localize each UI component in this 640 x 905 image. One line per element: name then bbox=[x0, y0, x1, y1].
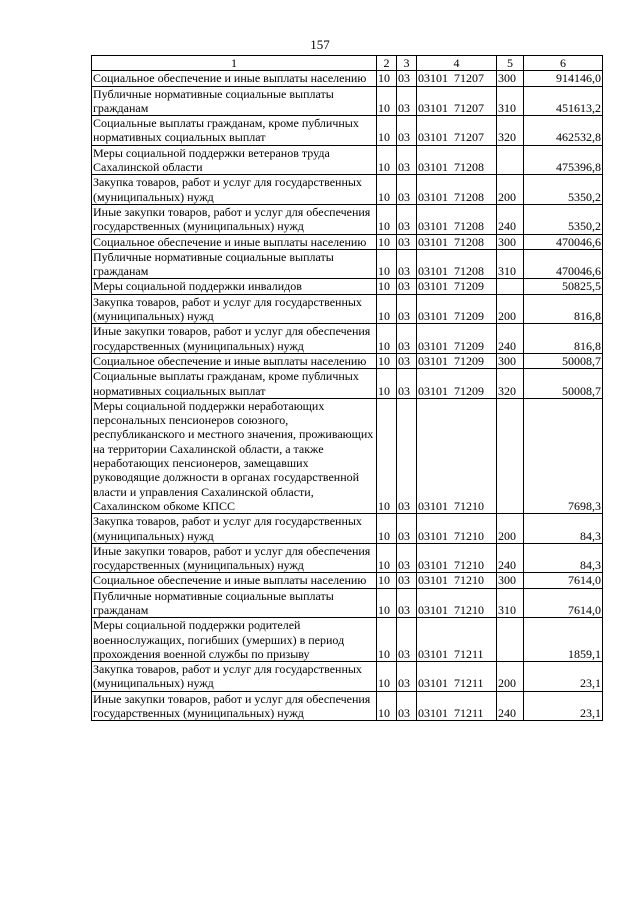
row-section: 10 bbox=[377, 279, 397, 294]
row-amount: 470046,6 bbox=[524, 234, 603, 249]
row-expense-type: 240 bbox=[497, 543, 524, 573]
row-subsection: 03 bbox=[397, 86, 417, 116]
row-section: 10 bbox=[377, 662, 397, 692]
table-row bbox=[92, 249, 603, 279]
row-name: Иные закупки товаров, работ и услуг для обеспечения государственных (муниципальных) нужд bbox=[92, 204, 377, 234]
row-amount: 7698,3 bbox=[524, 398, 603, 513]
table-row bbox=[92, 691, 603, 721]
header-cell-expense-type: 5 bbox=[497, 56, 524, 71]
row-amount: 23,1 bbox=[524, 691, 603, 721]
row-section: 10 bbox=[377, 618, 397, 662]
row-name: Меры социальной поддержки неработающих персональных пенсионеров союзного, республиканского и местного значения, проживающих на территории Сахалинской области, а также неработающих пенсионеров, замещавших руководящие должности в органах государственной власти и управления Сахалинской области, Сахалинском обкоме КПСС bbox=[92, 398, 377, 513]
header-cell-section: 2 bbox=[377, 56, 397, 71]
row-section: 10 bbox=[377, 324, 397, 354]
row-subsection: 03 bbox=[397, 249, 417, 279]
table-row bbox=[92, 324, 603, 354]
row-subsection: 03 bbox=[397, 369, 417, 399]
row-amount: 816,8 bbox=[524, 324, 603, 354]
row-name: Социальные выплаты гражданам, кроме публичных нормативных социальных выплат bbox=[92, 369, 377, 399]
row-expense-type: 310 bbox=[497, 249, 524, 279]
row-name: Социальное обеспечение и иные выплаты населению bbox=[92, 71, 377, 86]
row-amount: 84,3 bbox=[524, 543, 603, 573]
row-section: 10 bbox=[377, 234, 397, 249]
row-name: Иные закупки товаров, работ и услуг для обеспечения государственных (муниципальных) нужд bbox=[92, 324, 377, 354]
row-section: 10 bbox=[377, 398, 397, 513]
table-row bbox=[92, 86, 603, 116]
row-target-article: 03101 71209 bbox=[417, 353, 497, 368]
row-expense-type bbox=[497, 145, 524, 175]
row-subsection: 03 bbox=[397, 204, 417, 234]
page-number: 157 bbox=[310, 37, 330, 52]
row-section: 10 bbox=[377, 573, 397, 588]
table-row bbox=[92, 369, 603, 399]
row-section: 10 bbox=[377, 514, 397, 544]
row-target-article: 03101 71207 bbox=[417, 116, 497, 146]
row-target-article: 03101 71208 bbox=[417, 204, 497, 234]
row-name: Закупка товаров, работ и услуг для государственных (муниципальных) нужд bbox=[92, 514, 377, 544]
row-expense-type: 200 bbox=[497, 514, 524, 544]
row-expense-type: 310 bbox=[497, 588, 524, 618]
row-amount: 23,1 bbox=[524, 662, 603, 692]
row-amount: 84,3 bbox=[524, 514, 603, 544]
table-header-row bbox=[92, 56, 603, 71]
row-target-article: 03101 71211 bbox=[417, 618, 497, 662]
row-subsection: 03 bbox=[397, 116, 417, 146]
row-target-article: 03101 71210 bbox=[417, 514, 497, 544]
table-row bbox=[92, 71, 603, 86]
row-subsection: 03 bbox=[397, 71, 417, 86]
budget-table bbox=[91, 55, 603, 721]
row-expense-type: 320 bbox=[497, 116, 524, 146]
row-amount: 5350,2 bbox=[524, 175, 603, 205]
row-target-article: 03101 71208 bbox=[417, 175, 497, 205]
row-name: Публичные нормативные социальные выплаты гражданам bbox=[92, 86, 377, 116]
row-expense-type: 300 bbox=[497, 234, 524, 249]
row-target-article: 03101 71209 bbox=[417, 294, 497, 324]
row-subsection: 03 bbox=[397, 294, 417, 324]
row-subsection: 03 bbox=[397, 514, 417, 544]
row-name: Закупка товаров, работ и услуг для государственных (муниципальных) нужд bbox=[92, 294, 377, 324]
header-cell-amount: 6 bbox=[524, 56, 603, 71]
row-target-article: 03101 71210 bbox=[417, 573, 497, 588]
row-subsection: 03 bbox=[397, 662, 417, 692]
row-section: 10 bbox=[377, 369, 397, 399]
row-section: 10 bbox=[377, 204, 397, 234]
table-row bbox=[92, 662, 603, 692]
row-subsection: 03 bbox=[397, 145, 417, 175]
table-row bbox=[92, 573, 603, 588]
table-row bbox=[92, 543, 603, 573]
row-expense-type bbox=[497, 279, 524, 294]
row-subsection: 03 bbox=[397, 573, 417, 588]
table-row bbox=[92, 175, 603, 205]
row-target-article: 03101 71208 bbox=[417, 234, 497, 249]
row-name: Иные закупки товаров, работ и услуг для обеспечения государственных (муниципальных) нужд bbox=[92, 543, 377, 573]
row-expense-type: 240 bbox=[497, 691, 524, 721]
table-row bbox=[92, 234, 603, 249]
table-row bbox=[92, 294, 603, 324]
row-name: Публичные нормативные социальные выплаты гражданам bbox=[92, 588, 377, 618]
row-expense-type bbox=[497, 398, 524, 513]
row-expense-type bbox=[497, 618, 524, 662]
table-row bbox=[92, 116, 603, 146]
header-cell-name: 1 bbox=[92, 56, 377, 71]
table-row bbox=[92, 145, 603, 175]
row-target-article: 03101 71207 bbox=[417, 86, 497, 116]
row-section: 10 bbox=[377, 249, 397, 279]
row-amount: 470046,6 bbox=[524, 249, 603, 279]
row-target-article: 03101 71211 bbox=[417, 662, 497, 692]
row-name: Меры социальной поддержки ветеранов труда Сахалинской области bbox=[92, 145, 377, 175]
row-expense-type: 320 bbox=[497, 369, 524, 399]
row-name: Закупка товаров, работ и услуг для государственных (муниципальных) нужд bbox=[92, 662, 377, 692]
row-target-article: 03101 71211 bbox=[417, 691, 497, 721]
header-cell-subsection: 3 bbox=[397, 56, 417, 71]
row-subsection: 03 bbox=[397, 324, 417, 354]
row-amount: 462532,8 bbox=[524, 116, 603, 146]
row-name: Социальное обеспечение и иные выплаты населению bbox=[92, 234, 377, 249]
row-name: Социальное обеспечение и иные выплаты населению bbox=[92, 353, 377, 368]
row-expense-type: 300 bbox=[497, 573, 524, 588]
row-target-article: 03101 71209 bbox=[417, 369, 497, 399]
row-subsection: 03 bbox=[397, 588, 417, 618]
row-target-article: 03101 71210 bbox=[417, 543, 497, 573]
table-row bbox=[92, 588, 603, 618]
row-name: Социальные выплаты гражданам, кроме публичных нормативных социальных выплат bbox=[92, 116, 377, 146]
row-subsection: 03 bbox=[397, 398, 417, 513]
row-name: Социальное обеспечение и иные выплаты населению bbox=[92, 573, 377, 588]
row-name: Иные закупки товаров, работ и услуг для обеспечения государственных (муниципальных) нужд bbox=[92, 691, 377, 721]
row-amount: 50825,5 bbox=[524, 279, 603, 294]
table-row bbox=[92, 204, 603, 234]
row-target-article: 03101 71210 bbox=[417, 398, 497, 513]
row-expense-type: 200 bbox=[497, 662, 524, 692]
row-section: 10 bbox=[377, 86, 397, 116]
row-amount: 7614,0 bbox=[524, 573, 603, 588]
row-expense-type: 240 bbox=[497, 204, 524, 234]
row-target-article: 03101 71209 bbox=[417, 324, 497, 354]
row-amount: 451613,2 bbox=[524, 86, 603, 116]
row-section: 10 bbox=[377, 353, 397, 368]
row-expense-type: 300 bbox=[497, 71, 524, 86]
row-amount: 816,8 bbox=[524, 294, 603, 324]
row-name: Меры социальной поддержки родителей военнослужащих, погибших (умерших) в период прохождения военной службы по призыву bbox=[92, 618, 377, 662]
row-section: 10 bbox=[377, 71, 397, 86]
row-target-article: 03101 71207 bbox=[417, 71, 497, 86]
row-section: 10 bbox=[377, 691, 397, 721]
row-name: Публичные нормативные социальные выплаты гражданам bbox=[92, 249, 377, 279]
row-expense-type: 240 bbox=[497, 324, 524, 354]
table-row bbox=[92, 514, 603, 544]
row-section: 10 bbox=[377, 294, 397, 324]
table-row bbox=[92, 398, 603, 513]
row-subsection: 03 bbox=[397, 618, 417, 662]
table-row bbox=[92, 279, 603, 294]
row-target-article: 03101 71208 bbox=[417, 145, 497, 175]
row-name: Закупка товаров, работ и услуг для государственных (муниципальных) нужд bbox=[92, 175, 377, 205]
row-expense-type: 200 bbox=[497, 175, 524, 205]
row-amount: 5350,2 bbox=[524, 204, 603, 234]
row-expense-type: 310 bbox=[497, 86, 524, 116]
row-name: Меры социальной поддержки инвалидов bbox=[92, 279, 377, 294]
row-subsection: 03 bbox=[397, 279, 417, 294]
row-expense-type: 300 bbox=[497, 353, 524, 368]
row-section: 10 bbox=[377, 588, 397, 618]
row-subsection: 03 bbox=[397, 691, 417, 721]
row-expense-type: 200 bbox=[497, 294, 524, 324]
row-section: 10 bbox=[377, 175, 397, 205]
row-amount: 50008,7 bbox=[524, 353, 603, 368]
row-target-article: 03101 71210 bbox=[417, 588, 497, 618]
row-amount: 7614,0 bbox=[524, 588, 603, 618]
budget-table-body bbox=[92, 56, 603, 721]
row-subsection: 03 bbox=[397, 234, 417, 249]
row-section: 10 bbox=[377, 116, 397, 146]
row-target-article: 03101 71208 bbox=[417, 249, 497, 279]
row-section: 10 bbox=[377, 145, 397, 175]
row-subsection: 03 bbox=[397, 175, 417, 205]
row-amount: 914146,0 bbox=[524, 71, 603, 86]
row-amount: 50008,7 bbox=[524, 369, 603, 399]
row-subsection: 03 bbox=[397, 543, 417, 573]
row-subsection: 03 bbox=[397, 353, 417, 368]
table-row bbox=[92, 618, 603, 662]
table-row bbox=[92, 353, 603, 368]
row-amount: 475396,8 bbox=[524, 145, 603, 175]
row-target-article: 03101 71209 bbox=[417, 279, 497, 294]
row-amount: 1859,1 bbox=[524, 618, 603, 662]
header-cell-target-article: 4 bbox=[417, 56, 497, 71]
row-section: 10 bbox=[377, 543, 397, 573]
